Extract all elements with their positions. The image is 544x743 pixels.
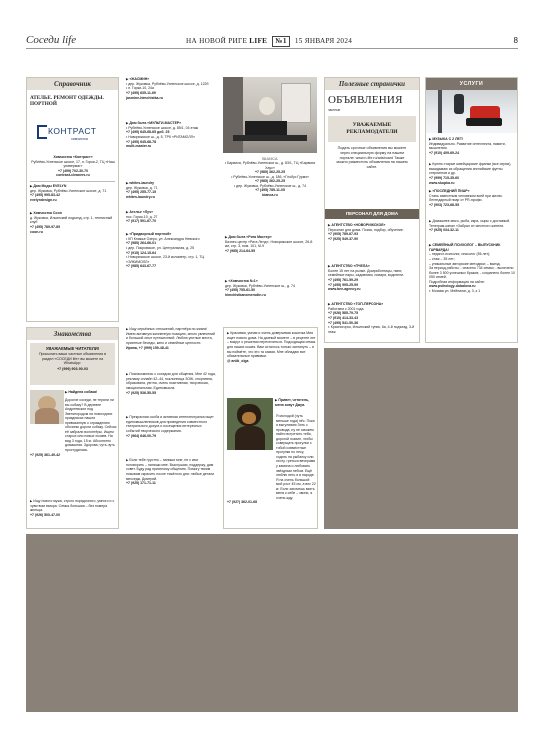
services-column	[425, 77, 518, 343]
kontrast-phone: +7 (499) 702-30-70	[57, 168, 89, 173]
pchela-site: www.bee-agency.ru	[328, 287, 361, 292]
advertisers-box	[328, 116, 416, 142]
bianca-line2: • Рублёво-Успенское ш., д. 186, «Глобус Гурмэ»	[231, 174, 309, 179]
services-title-bar	[426, 78, 517, 90]
dog-found-body: Дорогие соседи, не теряли ли вы собаку? В деревне Андреевское под Звенигородом на новогодних праздниках нашли привязанную к ограждению обочины дороги собаку. Сейчас её забрали волонтёры. Ищем старых или новых хозяев. На вид 3 года, 15 кг. Абсолютно домашняя. Здорова, чуть-чуть простудилась.	[65, 398, 117, 453]
dog-found-head: ▶ Найдена собака!	[65, 390, 117, 395]
multimaster-ad	[126, 121, 216, 149]
useful-pages-title: Полезные странички	[325, 78, 419, 90]
husband-phone: +7 (926) 500-47-00	[30, 512, 61, 517]
dog-found-text	[30, 398, 117, 457]
whites-ad	[126, 181, 216, 200]
top-phone2: +7 (910) 414-33-43	[328, 315, 359, 320]
bianca-title: BIANCA	[262, 156, 278, 161]
section-logo: Соседи life	[26, 34, 77, 46]
ads-subheading: частные	[328, 108, 341, 112]
dating-title: Знакомства	[27, 328, 118, 340]
kontrast-addr: Рублёво-Успенское шоссе, 17, п. Горки-2, ТЦ «Наш универмаг»	[31, 159, 115, 169]
cat-text: ▶ Красивая, умная и очень доверчивая кошечка Мия ищет нового дома. На данный момент – в рецепте лет – вокруг о решении переселиться. Подходящая семья для наших кошек. Вам осталось только заглянуть – и вы поймёте, что это та самая. Мне обладаю все обязательные прививки.	[227, 331, 316, 359]
issue-number: №1	[272, 36, 289, 47]
whites-title: ▶ whites-laundry	[126, 181, 216, 186]
lastpr-ad	[429, 189, 517, 208]
readers-notice	[30, 343, 115, 385]
dog-found-ad	[65, 390, 117, 395]
header-rule	[26, 48, 518, 49]
jasmin-title: ▶ «ЖАСМИН»	[126, 77, 216, 82]
food-ad	[429, 219, 517, 233]
directory-column-3	[223, 77, 317, 322]
luch-phone: +7 (917) 591-67-70	[126, 219, 157, 224]
ads-heading: ОБЪЯВЛЕНИЯ	[328, 94, 403, 106]
kontrast-logo-text: КОНТРАСТ	[48, 126, 97, 136]
dating-ad-2-text: ▶ Познакомлюсь с соседом для общения. Мне 42 года, рекламу онлайн 42–44, поклонница ЗОЖ, спортивна, образована, уютна, очень позитивная, творческая, эмоциональная. Единомысла.	[126, 372, 216, 391]
food-text: ▶ Домашнее мясо, рыба, икра, сыры с доставкой. Телеграм-канал «Забрал я» местного жителя.	[429, 219, 517, 228]
kupl-site: www.skupka.ru	[429, 180, 455, 185]
page-number: 8	[513, 36, 518, 45]
pridvor-line1: • КП Княжье Озеро, ул. Александра Невского	[126, 236, 200, 241]
advertisers-text: Подать срочные объявления вы можете через специальную форму на нашем портале: www.n-life.ru/adsboard Также можно разместить объявления на нашем сайте.	[336, 146, 408, 170]
novoro-phone1: +7 (905) 789-67-93	[328, 232, 359, 237]
psy-site: www.psihology-dobalova.ru	[429, 284, 476, 289]
personal-heading	[325, 209, 419, 219]
pridvor-phone2: +7 (915) 124-15-64	[126, 250, 157, 255]
masthead	[186, 36, 352, 47]
cat-contact: @ aniik_olga	[227, 358, 249, 363]
pchela-text: Более 15 лет на рынке. Домработницы, няни, семейные пары, садовники, повара, водители.	[328, 268, 404, 278]
muz-title: ▶ МУЗЫКА С 2 ЛЕТ!	[429, 137, 517, 142]
kontrast-name: Химчистка «Контраст»	[53, 155, 93, 159]
pchela-phone2: +7 (495) 995-25-99	[328, 282, 359, 287]
readers-notice-phone: +7 (999) 903-90-03	[57, 366, 88, 371]
coon-addr: д. Жуковка, Ильинский подъезд, стр. 1, теннисный клуб	[30, 215, 113, 225]
muz-ad	[429, 137, 517, 156]
paper-life: LIFE	[249, 37, 268, 45]
husband-ad	[30, 499, 117, 518]
pchela-ad	[328, 264, 418, 292]
page-header	[26, 34, 518, 50]
multimaster-line1: • Рублёво-Успенское шоссе, д. 85/1, 04 этаж	[126, 125, 199, 130]
dog-found-phone: +7 (925) 361-49-42	[30, 452, 61, 457]
pridvor-title: ▶ «Придворный портной»	[126, 232, 216, 237]
readers-notice-text: Присылать ваши частные объявления в раздел «СОСЕДИ life» вы можете на WhatsApp:	[38, 352, 107, 366]
pridvor-phone1: +7 (985) 264-66-01	[126, 241, 157, 246]
multimaster-line2: • Новорижское ш., д. 5, ТРК «РИГАМОЛЛ»	[126, 134, 195, 139]
evelyn-title: ▶ Дом Моды EVELYN	[30, 184, 116, 189]
jasmin-line2: • п. Горки-10, 24а	[126, 86, 154, 91]
whites-addr: дер. Жуковка, д. 71	[126, 185, 158, 190]
him1-title: ▶ «Химчистка №1»	[225, 279, 315, 284]
multimaster-site: multi-master.ru	[126, 144, 152, 149]
coon-ad	[30, 211, 116, 234]
bianca-phone2: +7 (985) 362-25-25	[254, 179, 286, 184]
psy-addr: г. Москва ул. Мейнинаг, д. 3, к 1	[429, 288, 481, 293]
luch-ad	[126, 210, 216, 224]
pridvor-line3: • Новорижское шоссе, 23-й километр, стр. 1, ТЦ «ЭЛКИМОЛЛ»	[126, 255, 205, 264]
him1-phone: +7 (495) 755-61-50	[225, 288, 256, 293]
evelyn-addr: дер. Жуковка, Рублёво-Успенское шоссе, д. 71	[30, 188, 107, 193]
bianca-photo	[223, 77, 317, 153]
issue-date: 15 ЯНВАРЯ 2024	[294, 37, 353, 45]
personal-heading-text: ПЕРСОНАЛ ДЛЯ ДОМА	[345, 211, 399, 217]
spravochnik-column	[26, 77, 119, 322]
jasmin-phone: +7 (495) 635-11-69	[126, 90, 156, 95]
multimaster-phone1: +7 (495) 645-68-65 доб. 25	[126, 130, 170, 135]
coon-title: ▶ Химчистка Coon	[30, 211, 116, 216]
rigamaster-title: ▶ Дом быта «Рига Мастер»	[225, 235, 315, 240]
bianca-site: bianca.ru	[262, 193, 278, 198]
dating-ad-4-text: ▶ Если тебе грустно – напиши мне, не с кем поговорить – напиши мне. Выслушаю, поддержу, дам совет. Буду рад приятному общению. Помогу твоим позывам скрасить после тяжёлого дня: любые детали месседж, Дмитрий.	[126, 458, 216, 481]
multimaster-title: ▶ Дом быта «МУЛЬТИ-МАСТЕР»	[126, 121, 216, 126]
readers-notice-head: УВАЖАЕМЫЕ ЧИТАТЕЛИ!	[45, 346, 100, 351]
kupl-text: ▶ Куплю старые швейцарские франки (все серии), выкидываю из обращения английские фунты стерлингов и др.	[429, 162, 517, 176]
paper-name: НА НОВОЙ РИГЕ	[186, 37, 248, 45]
muz-phone: +7 (910) 409-69-24	[429, 150, 460, 155]
pridvor-phone3: +7 (985) 643-67-77	[126, 264, 157, 269]
lastpr-title: ▶ «ПОСЛЕДНИЙ ПИАР»	[429, 189, 517, 194]
him1-addr: дер. Жуковка, Рублёво-Успенское ш., д. 74	[225, 283, 295, 288]
luch-addr: пос. Горки-10, д. 27	[126, 214, 158, 219]
pridvor-line2: • дер. Покровское, ул. Центральная, д. 25	[126, 245, 195, 250]
him1-ad	[225, 279, 315, 298]
jasmin-line1: • дер. Жуковка, Рублёво-Успенское шоссе, д. 122б	[126, 81, 209, 86]
bianca-line3: • дер. Жуковка, Рублёво-Успенское ш., д. 74	[233, 183, 307, 188]
pchela-title: ▶ АГЕНТСТВО «ПЧЕЛА»	[328, 264, 418, 269]
dating-column	[26, 327, 119, 529]
dating-ad-1-phone: Ирина, +7 (999) 159-48-41	[126, 345, 169, 350]
jasmin-site: jasmine-himchistka.ru	[126, 95, 163, 100]
whites-phone: +7 (495) 255-77-15	[126, 190, 157, 195]
him1-site: himchistkanomerodin.ru	[225, 292, 266, 297]
psy-line2: – стаж – 35 лет;	[429, 256, 455, 261]
food-phone: +7 (925) 034-32-11	[429, 228, 459, 233]
evelyn-ad	[30, 184, 116, 203]
bianca-line1: • Барвиха, Рублёво-Успенское ш., д. 83/1, ТЦ «Барвиха Хаус»	[224, 161, 316, 170]
kupl-ad	[429, 162, 517, 185]
dog2-phone: +7 (927) 362-01-68	[227, 500, 258, 505]
coon-site: coon.ru	[30, 229, 43, 234]
psy-line3: – уникальные авторские методики; – выезд.	[429, 261, 501, 266]
evelyn-site: evelyndesign.ru	[30, 197, 57, 202]
psy-ad	[429, 243, 517, 293]
pridvor-ad	[126, 232, 216, 269]
evelyn-phone: +7 (495) 995-83-42	[30, 193, 61, 198]
novoro-text: Персонал для дома. Поиск, подбор, обучение.	[328, 227, 404, 232]
psy-title: ▶ СЕМЕЙНЫЙ ПСИХОЛОГ – ВЫПУСКНИК ГАРВАРДА!	[429, 243, 517, 252]
dating-column-2	[124, 327, 217, 529]
husband-text: ▶ Ищу нового мужа, строго порядочного, умного и с чувством юмора. Семья большая – без номера жильца.	[30, 499, 117, 513]
lastpr-text: Стань известным человеком всей при жизни. Легендарный пиар от PR-профи.	[429, 193, 503, 203]
snowblower-photo	[426, 90, 517, 133]
jasmin-ad	[126, 77, 216, 100]
cat-ad	[227, 331, 316, 363]
novoro-ad	[328, 223, 418, 242]
dog2-text: Я молодой (чуть меньше года) пёс. Пока я выгуливаю Зять с провода, ну не сможем найти встретить тебя, дорогой хозяин, чтобы соверщать прогулки с тобой совместные прогулки по лесу, ходить на рыбалку или охоту, греться вечерами у камина и любовать звёздным небом. Ещё люблю петь я в народе. Я на очень большой: мой рост 45 см, а вес 22 кг. Если захочешь взять меня к себе – звони, я очень жду.	[276, 414, 316, 500]
kontrast-site: contrast-cleaners.ru	[56, 173, 90, 178]
top-ad	[328, 302, 418, 334]
advertisers-heading: УВАЖАЕМЫЕ РЕКЛАМОДАТЕЛИ	[346, 122, 398, 135]
dating-ad-4	[126, 458, 216, 486]
ad-placeholder-bottom	[26, 534, 518, 712]
psy-line1: – педагог-психолог, сексолог (56 лет);	[429, 252, 491, 257]
bianca-phone3: +7 (495) 785-11-05	[255, 188, 285, 193]
novoro-phone2: +7 (925) 549-37-90	[328, 236, 359, 241]
kontrast-ad	[30, 155, 116, 178]
top-addr: г. Красногорск, Ильинский тупик, 6а, 4-й подъезд, 3-й этаж	[328, 325, 415, 334]
muz-text: Индивидуально. Развитие интеллекта, памяти, мышления.	[429, 141, 506, 151]
dog2-ad	[275, 398, 316, 407]
ad-placeholder-right	[324, 348, 518, 529]
dog2-body-wrap	[227, 414, 316, 505]
services-title: УСЛУГИ	[459, 80, 484, 87]
category-heading: АТЕЛЬЕ. РЕМОНТ ОДЕЖДЫ. ПОРТНОЙ	[30, 95, 104, 108]
kontrast-logo-sub: химчистка	[71, 137, 88, 141]
psy-line4: За период работы: - спасено 734 семьи; - вылечено более 3 500 успешных браков; - сохранено более 10 050 семей.	[429, 266, 515, 280]
dating-ad-1	[126, 327, 216, 350]
pchela-phone1: +7 (495) 761-59-29	[328, 277, 359, 282]
kontrast-logo	[37, 123, 107, 145]
dating-ad-3-text: ▶ Прекрасная особа и активная интеллектуалка ищет единомышленников для проведения совместного театрального досуга и посещения интересных событий творческого содержания.	[126, 415, 216, 434]
bianca-phone1: +7 (985) 362-25-25	[254, 170, 286, 175]
bianca-ad	[223, 156, 317, 198]
novoro-title: ▶ АГЕНТСТВО «НОВОРИЖСКОЕ»	[328, 223, 418, 228]
dating-ad-1-text: ▶ Ищу серьёзных отношений, партнёра по жизни! Имею активную жизненную позицию, много увлечений и большой опыт путешествий. Люблю уютные места, приятные беседы, кино и семейные ценности.	[126, 327, 216, 346]
rigamaster-addr: Бизнес-центр «Рига Ленд», Новорижское шоссе, 26-й км, стр. 3, пом. 101, М-9	[225, 239, 313, 249]
directory-column-2	[124, 77, 217, 322]
dating-ad-2	[126, 372, 216, 395]
dating-ad-2-phone: +7 (925) 536-55-55	[126, 390, 157, 395]
rigamaster-ad	[225, 235, 315, 254]
whites-site: whites-laundry.ru	[126, 194, 155, 199]
lastpr-phone: +7 (903) 723-68-55	[429, 202, 460, 207]
top-title: ▶ АГЕНТСТВО «ТОП-ПЕРСОНА»	[328, 302, 418, 307]
divider	[30, 181, 115, 182]
psy-line5: Подробная информация на сайте:	[429, 279, 485, 284]
rigamaster-phone: +7 (985) 214-64-55	[225, 248, 256, 253]
top-phone1: +7 (926) 585-79-75	[328, 311, 359, 316]
kupl-phone: +7 (999) 715-35-60	[429, 175, 460, 180]
top-phone3: +7 (495) 541-50-36	[328, 320, 359, 325]
dating-ad-3-phone: +7 (964) 646-00-79	[126, 433, 157, 438]
dating-ad-3	[126, 415, 216, 438]
dog2-head: ▶ Привет, четатель, меня зовут Джуи.	[275, 398, 316, 407]
dating-ad-4-phone: +7 (925) 171-71-11	[126, 481, 156, 486]
coon-phone: +7 (495) 789-97-89	[30, 224, 61, 229]
multimaster-phone2: +7 (495) 645-68-78	[126, 139, 157, 144]
top-text: Работаем с 2001 года.	[328, 306, 365, 311]
pets-column	[223, 327, 318, 529]
luch-title: ▶ Ателье «Луч»	[126, 210, 216, 215]
useful-pages-column	[324, 77, 420, 343]
spravochnik-title: Справочник	[27, 78, 118, 90]
